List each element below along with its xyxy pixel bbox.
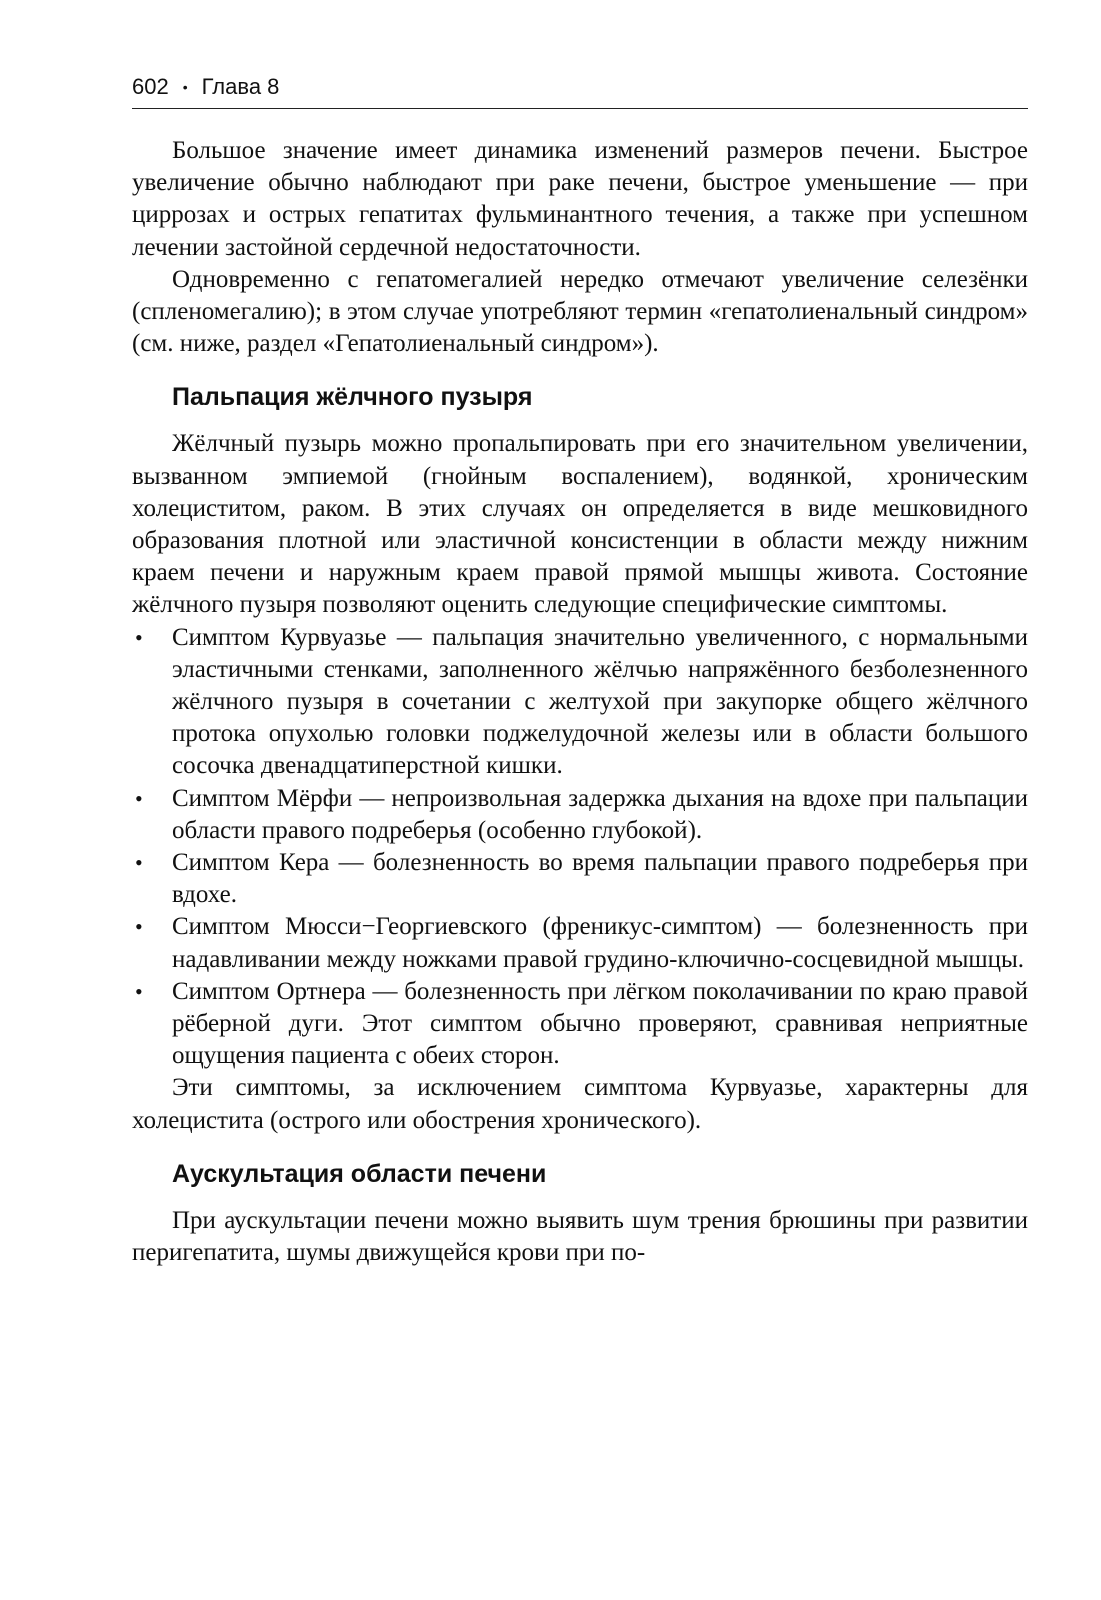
- list-item: [132, 622, 1028, 783]
- chapter-title: Глава 8: [201, 74, 280, 99]
- section-heading-auscultation: Аускультация области печени: [172, 1159, 547, 1188]
- section-heading-gallbladder: Пальпация жёлчного пузыря: [172, 383, 533, 412]
- bullet-icon: •: [135, 850, 143, 876]
- list-item-text: Симптом Мюсси−Георгиевского (френикус-симптом) — болезненность при надавливании между ножками правой грудино-ключично-сосцевидной мышцы.: [172, 913, 1028, 973]
- list-item: [132, 976, 1028, 1073]
- bullet-icon: •: [135, 624, 143, 650]
- bullet-icon: •: [135, 978, 143, 1004]
- running-head: [132, 74, 1028, 109]
- list-item-text: Симптом Мёрфи — непроизвольная задержка дыхания на вдохе при пальпации области правого подреберья (особенно глубокой).: [172, 784, 1028, 844]
- list-item: [132, 911, 1028, 975]
- bullet-icon: •: [135, 914, 143, 940]
- symptom-list: [132, 622, 1028, 1073]
- page-number: 602: [132, 74, 169, 99]
- book-page: [132, 74, 1028, 1269]
- list-item-text: Симптом Курвуазье — пальпация значительно увеличенного, с нормальными эластичными стенками, заполненного жёлчью напряжённого безболезненного жёлчного пузыря в сочетании с желтухой при закупорке общего жёлчного протока опухолью головки поджелудочной железы или в области большого сосочка двенадцатиперстной кишки.: [172, 623, 1028, 780]
- list-item: [132, 783, 1028, 847]
- intro-paragraph-1: Большое значение имеет динамика изменений размеров печени. Быстрое увеличение обычно наблюдают при раке печени, быстрое уменьшение — при циррозах и острых гепатитах фульминантного течения, а также при успешном лечении застойной сердечной недостаточности.: [132, 137, 1028, 261]
- gallbladder-paragraph-2: Эти симптомы, за исключением симптома Курвуазье, характерны для холецистита (острого или обострения хронического).: [132, 1074, 1028, 1134]
- page-body: [132, 135, 1028, 1269]
- list-item-text: Симптом Кера — болезненность во время пальпации правого подреберья при вдохе.: [172, 849, 1028, 909]
- header-separator: •: [182, 79, 188, 95]
- auscultation-paragraph-1: При аускультации печени можно выявить шум трения брюшины при развитии перигепатита, шумы движущейся крови при по-: [132, 1206, 1028, 1267]
- intro-paragraph-2: Одновременно с гепатомегалией нередко отмечают увеличение селезёнки (спленомегалию); в этом случае употребляют термин «гепатолиенальный синдром» (см. ниже, раздел «Гепатолиенальный синдром»).: [132, 265, 1028, 358]
- list-item-text: Симптом Ортнера — болезненность при лёгком поколачивании по краю правой рёберной дуги. Этот симптом обычно проверяют, сравнивая неприятные ощущения пациента с обеих сторон.: [172, 977, 1028, 1070]
- gallbladder-paragraph-1: Жёлчный пузырь можно пропальпировать при его значительном увеличении, вызванном эмпиемой (гнойным воспалением), водянкой, хроническим холециститом, раком. В этих случаях он определяется в виде мешковидного образования плотной или эластичной консистенции в области между нижним краем печени и наружным краем правой прямой мышцы живота. Состояние жёлчного пузыря позволяют оценить следующие специфические симптомы.: [132, 430, 1028, 619]
- list-item: [132, 847, 1028, 911]
- bullet-icon: •: [135, 785, 143, 811]
